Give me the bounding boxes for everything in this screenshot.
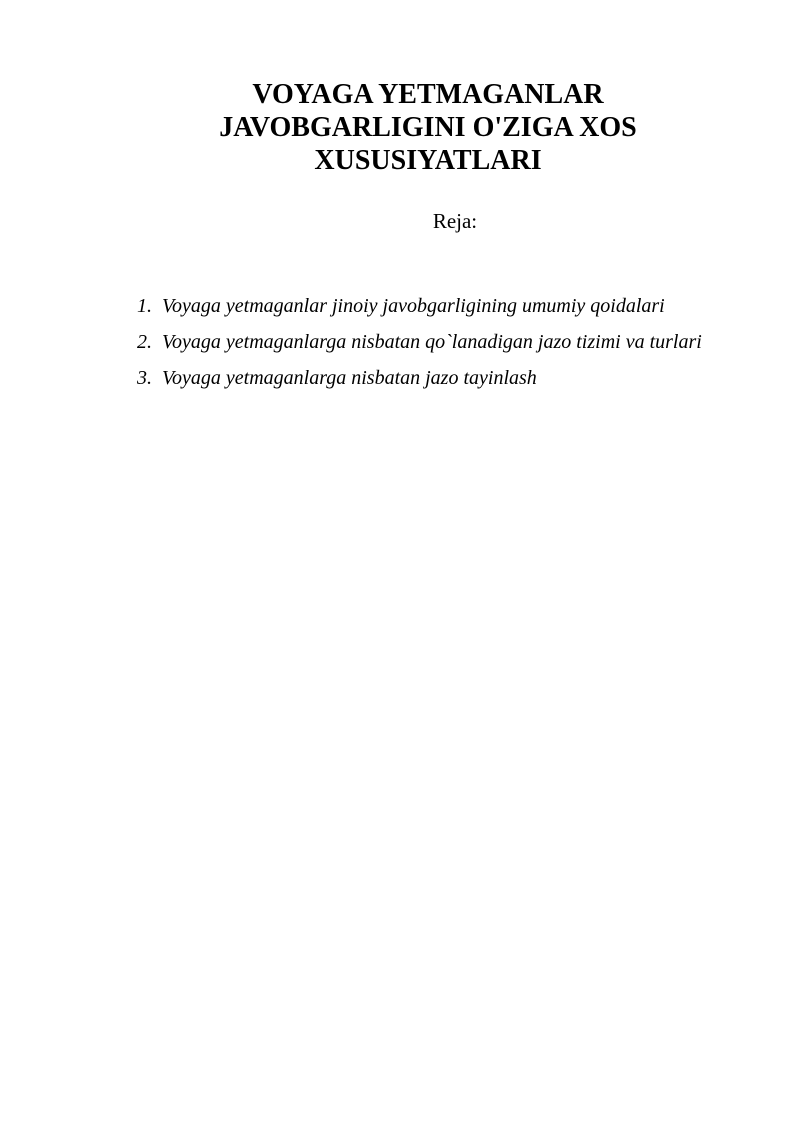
plan-item-3 xyxy=(137,360,743,396)
plan-item-text: Voyaga yetmaganlar jinoiy javobgarligining umumiy qoidalari xyxy=(162,295,665,317)
plan-item-1 xyxy=(137,288,743,324)
plan-item-number: 3. xyxy=(137,367,152,389)
plan-list xyxy=(137,288,743,396)
plan-item-number: 2. xyxy=(137,331,152,353)
title-line-2: JAVOBGARLIGINI O'ZIGA XOS xyxy=(219,112,637,143)
title-line-3: XUSUSIYATLARI xyxy=(314,145,542,176)
plan-label: Reja: xyxy=(432,209,478,233)
title-line-1: VOYAGA YETMAGANLAR xyxy=(252,79,604,110)
plan-item-number: 1. xyxy=(137,295,152,317)
plan-item-text: Voyaga yetmaganlarga nisbatan jazo tayinlash xyxy=(162,367,537,389)
plan-item-2 xyxy=(137,324,743,360)
plan-item-text: Voyaga yetmaganlarga nisbatan qo`lanadigan jazo tizimi va turlari xyxy=(162,331,702,353)
document-title xyxy=(150,78,706,177)
